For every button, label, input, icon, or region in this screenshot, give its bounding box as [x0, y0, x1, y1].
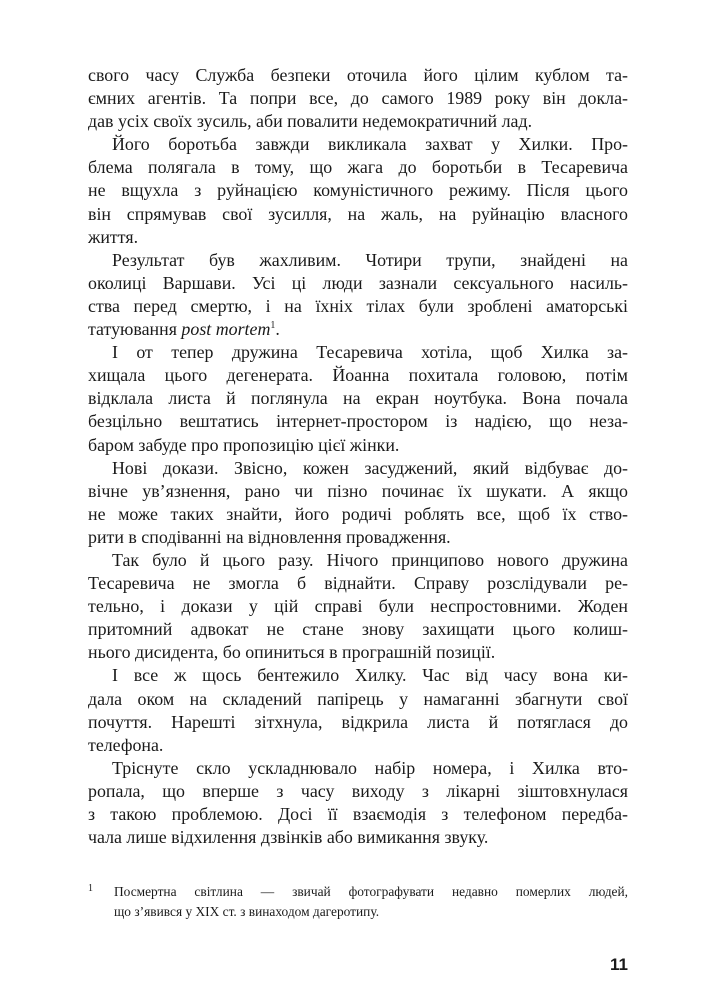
text-line: рити в сподіванні на відновлення провадження. — [88, 526, 451, 547]
text-line: вічне ув’язнення, рано чи пізно починає їх шукати. А якщо — [88, 480, 628, 501]
text-line: дав усіх своїх зусиль, аби повалити недемократичний лад. — [88, 111, 533, 132]
text-line: Результат був жахливим. Чотири трупи, знайдені на — [112, 249, 628, 270]
footnote-mark: 1 — [88, 883, 93, 894]
paragraph — [88, 341, 628, 456]
text-line: околиці Варшави. Усі ці люди зазнали сексуального насиль- — [88, 272, 628, 293]
text-line: Так було й цього разу. Нічого принципово нового дружина — [112, 549, 628, 570]
paragraph — [88, 757, 628, 849]
text-line: почуття. Нарешті зітхнула, відкрила листа й потяглася до — [88, 711, 628, 732]
body-text — [88, 64, 628, 849]
text-line: притомний адвокат не стане знову захищати цього колиш- — [88, 619, 628, 640]
text-line: дала оком на складений папірець у намаганні збагнути свої — [88, 688, 628, 709]
text-line: ропала, що вперше з часу виходу з лікарні зіштовхнулася — [88, 780, 628, 801]
text-line: тельно, і докази у цій справі були неспростовними. Жоден — [88, 596, 628, 617]
text-line: Тріснуте скло ускладнювало набір номера, і Хилка вто- — [112, 757, 628, 778]
text-line: не може таких знайти, його родичі роблять все, щоб їх ство- — [88, 503, 628, 524]
footnote-line: Посмертна світлина — звичай фотографувати недавно померлих людей, — [114, 884, 628, 899]
text-line: І от тепер дружина Тесаревича хотіла, щоб Хилка за- — [112, 342, 628, 363]
page-number: 11 — [610, 955, 628, 974]
text-line: баром забуде про пропозицію цієї жінки. — [88, 434, 400, 455]
text-line: не вщухла з руйнацією комуністичного режиму. Після цього — [88, 180, 628, 201]
text-line: хищала цього дегенерата. Йоанна похитала головою, потім — [88, 365, 628, 386]
footnote-line: що з’явився у XIX ст. з винаходом дагеротипу. — [114, 904, 380, 919]
text-line: він спрямував свої зусилля, на жаль, на руйнацію власного — [88, 203, 628, 224]
paragraph — [88, 133, 628, 248]
text-line: нього дисидента, бо опиниться в програшній позиції. — [88, 642, 496, 663]
text-line: блема полягала в тому, що жага до боротьби в Тесаревича — [88, 157, 628, 178]
footnote — [88, 882, 628, 922]
text-line: безцільно вештатись інтернет-простором із надією, що неза- — [88, 411, 628, 432]
text-line: Тесаревича не змогла б віднайти. Справу розслідували ре- — [88, 573, 628, 594]
paragraph — [88, 549, 628, 664]
footnote-reference[interactable]: 1 — [270, 320, 276, 332]
text-line: з такою проблемою. Досі її взаємодія з телефоном передба- — [88, 804, 628, 824]
paragraph — [88, 664, 628, 756]
text-segment: татуювання — [88, 319, 182, 340]
text-line: ємних агентів. Та попри все, до самого 1989 року він доклa- — [88, 88, 628, 109]
text-line: відклала листа й поглянула на екран ноутбука. Вона почала — [88, 388, 628, 409]
text-segment: . — [275, 319, 280, 340]
text-line — [88, 318, 628, 341]
paragraph — [88, 249, 628, 341]
text-line: І все ж щось бентежило Хилку. Час від часу вона ки- — [112, 665, 628, 686]
italic-phrase: post mortem — [181, 319, 271, 340]
text-line: телефона. — [88, 734, 164, 755]
text-line: чала лише відхилення дзвінків або вимикання звуку. — [88, 827, 489, 848]
text-line: Його боротьба завжди викликала захват у Хилки. Про- — [112, 134, 628, 155]
text-line: Нові докази. Звісно, кожен засуджений, який відбуває до- — [112, 457, 628, 478]
text-line: свого часу Служба безпеки оточила його цілим кублом та- — [88, 65, 628, 85]
paragraph — [88, 457, 628, 549]
paragraph — [88, 64, 628, 133]
text-line: життя. — [88, 226, 139, 247]
footnote-text — [114, 882, 628, 922]
text-line: ства перед смертю, і на їхніх тілах були зроблені аматорські — [88, 295, 628, 316]
